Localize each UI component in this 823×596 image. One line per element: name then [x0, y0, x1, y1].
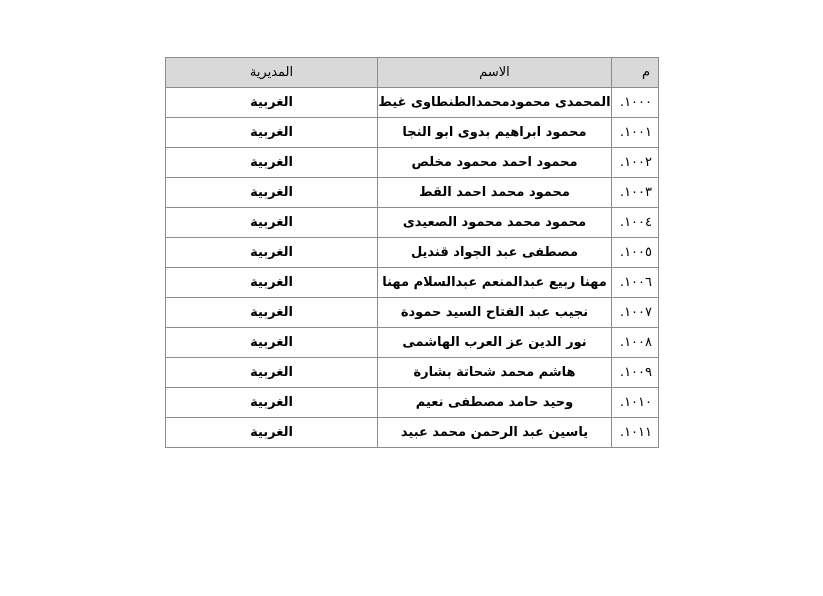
- row-number: ١٠٠١.: [612, 118, 659, 148]
- row-directorate: الغربية: [166, 328, 378, 358]
- table-row: [166, 238, 659, 268]
- header-number: م: [612, 58, 659, 88]
- row-name: محمود محمد محمود الصعيدى: [378, 208, 612, 238]
- header-name: الاسم: [378, 58, 612, 88]
- row-name: المحمدى محمودمحمدالطنطاوى غيط: [378, 88, 612, 118]
- table-header: [166, 58, 659, 88]
- row-name: محمود احمد محمود مخلص: [378, 148, 612, 178]
- row-number: ١٠٠٤.: [612, 208, 659, 238]
- row-number: ١٠١٠.: [612, 388, 659, 418]
- row-directorate: الغربية: [166, 268, 378, 298]
- table-row: [166, 328, 659, 358]
- row-number: ١٠٠٩.: [612, 358, 659, 388]
- row-number: ١٠٠٧.: [612, 298, 659, 328]
- table-row: [166, 88, 659, 118]
- row-number: ١٠٠٦.: [612, 268, 659, 298]
- row-number: ١٠٠٢.: [612, 148, 659, 178]
- row-name: هاشم محمد شحاتة بشارة: [378, 358, 612, 388]
- table-row: [166, 418, 659, 448]
- table-row: [166, 268, 659, 298]
- row-directorate: الغربية: [166, 208, 378, 238]
- table-row: [166, 208, 659, 238]
- header-directorate: المديرية: [166, 58, 378, 88]
- table-row: [166, 118, 659, 148]
- row-number: ١٠٠٠.: [612, 88, 659, 118]
- row-directorate: الغربية: [166, 88, 378, 118]
- table-row: [166, 148, 659, 178]
- row-name: نجيب عبد الفتاح السيد حمودة: [378, 298, 612, 328]
- row-number: ١٠٠٥.: [612, 238, 659, 268]
- row-directorate: الغربية: [166, 298, 378, 328]
- row-directorate: الغربية: [166, 238, 378, 268]
- header-row: [166, 58, 659, 88]
- row-name: مصطفى عبد الجواد قنديل: [378, 238, 612, 268]
- row-directorate: الغربية: [166, 418, 378, 448]
- row-name: مهنا ربيع عبدالمنعم عبدالسلام مهنا: [378, 268, 612, 298]
- table-row: [166, 178, 659, 208]
- row-directorate: الغربية: [166, 358, 378, 388]
- row-name: محمود ابراهيم بدوى ابو النجا: [378, 118, 612, 148]
- names-table: [165, 57, 659, 448]
- table-row: [166, 358, 659, 388]
- row-directorate: الغربية: [166, 178, 378, 208]
- row-number: ١٠٠٨.: [612, 328, 659, 358]
- row-number: ١٠١١.: [612, 418, 659, 448]
- row-name: ياسين عبد الرحمن محمد عبيد: [378, 418, 612, 448]
- row-name: نور الدين عز العرب الهاشمى: [378, 328, 612, 358]
- row-directorate: الغربية: [166, 118, 378, 148]
- table-row: [166, 298, 659, 328]
- row-number: ١٠٠٣.: [612, 178, 659, 208]
- row-directorate: الغربية: [166, 148, 378, 178]
- table-row: [166, 388, 659, 418]
- row-name: وحيد حامد مصطفى نعيم: [378, 388, 612, 418]
- row-name: محمود محمد احمد القط: [378, 178, 612, 208]
- table-body: [166, 88, 659, 448]
- row-directorate: الغربية: [166, 388, 378, 418]
